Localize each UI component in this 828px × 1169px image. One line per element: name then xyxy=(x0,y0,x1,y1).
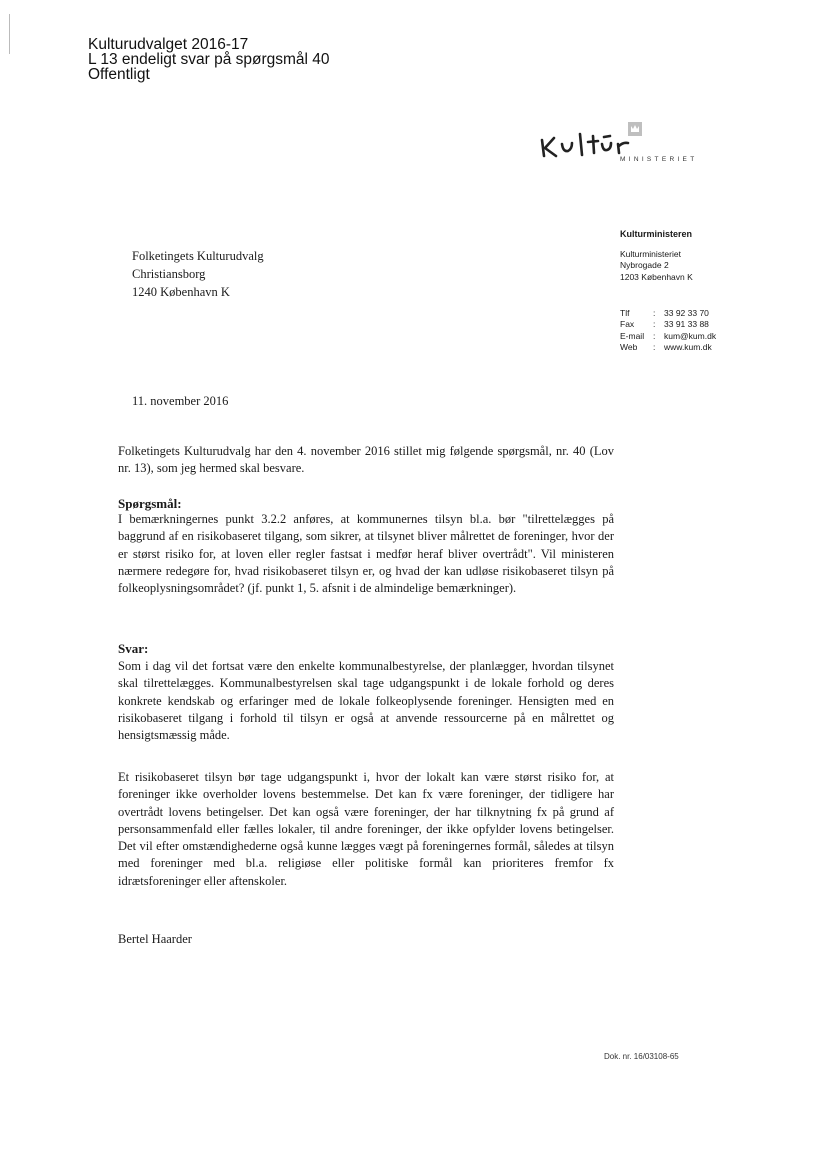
contact-separator: : xyxy=(653,308,656,318)
stamp-reference: L 13 endeligt svar på spørgsmål 40 xyxy=(88,51,330,68)
contact-separator: : xyxy=(653,341,656,352)
document-number: Dok. nr. 16/03108-65 xyxy=(604,1052,679,1061)
scan-edge-line xyxy=(9,14,10,54)
contact-value: 33 92 33 70 xyxy=(664,308,709,318)
question-text: I bemærkningernes punkt 3.2.2 anføres, at kommunernes tilsyn bl.a. bør "tilrettelægges på baggrund af en risikobaseret tilgang, som sikrer, at tilsynet bliver målrettet de foreninger, hvor der er størst risiko for, at loven eller regler fastsat i medfør heraf bliver overtrådt". Vil ministeren nærmere redegøre for, hvad risikobaseret tilsyn er, og hvad der kan udløse risikobaseret tilsyn på folkeoplysningsområdet? (jf. punkt 1, 5. afsnit i de almindelige bemærkninger). xyxy=(118,512,614,596)
recipient-name: Folketingets Kulturudvalg xyxy=(132,249,264,263)
answer-paragraph-1: Som i dag vil det fortsat være den enkelte kommunalbestyrelse, der planlægger, hvordan tilsynet skal tilrettelægges. Kommunalbestyrelsen skal tage udgangspunkt i de lokale forhold og deres konkrete kendskab og erfaringer med de lokale folkeoplysende foreninger. Hensigten med en risikobaseret tilgang i forhold til tilsyn er også at anvende ressourcerne på en målrettet og hensigtsmæssig måde. xyxy=(118,659,614,743)
header-stamp xyxy=(88,37,330,82)
answer-heading: Svar: xyxy=(118,641,149,656)
contact-separator: : xyxy=(653,319,656,330)
contact-label: Fax xyxy=(620,319,635,330)
letter-date: 11. november 2016 xyxy=(132,394,229,408)
question-heading: Spørgsmål: xyxy=(118,496,182,511)
intro-paragraph: Folketingets Kulturudvalg har den 4. november 2016 stillet mig følgende spørgsmål, nr. 40 (Lov nr. 13), som jeg hermed skal besvare. xyxy=(118,444,614,476)
contact-label: Tlf xyxy=(620,308,630,318)
stamp-status: Offentligt xyxy=(88,66,150,83)
contact-row-email xyxy=(620,331,716,342)
recipient-city: 1240 København K xyxy=(132,285,230,299)
contact-label: Web xyxy=(620,341,638,352)
contact-list xyxy=(620,308,716,353)
answer-paragraph-2: Et risikobaseret tilsyn bør tage udgangspunkt i, hvor der lokalt kan være størst risiko for, at foreninger ikke overholder lovens bestemmelse. Det kan fx være foreninger, der tidligere har overtrådt lovens betingelser. Det kan også være foreninger, der har tilknytning fx på grund af personsammenfald eller fælles lokaler, til andre foreninger, der ikke opfylder lovens betingelser. Det vil efter omstændighederne også kunne lægges vægt på foreningernes formål, således at tilsyn med foreninger med bl.a. religiøse eller politiske formål kan prioriteres fremfor fx idrætsforeninger eller aftenskoler. xyxy=(118,770,614,888)
contact-separator: : xyxy=(653,330,656,341)
contact-value: www.kum.dk xyxy=(664,341,712,352)
contact-label: E-mail xyxy=(620,330,645,341)
sender-city: 1203 København K xyxy=(620,271,693,282)
recipient-address xyxy=(132,247,264,301)
ministry-logo xyxy=(540,120,740,176)
sender-block xyxy=(620,229,693,283)
sender-org: Kulturministeriet xyxy=(620,248,681,259)
sender-street: Nybrogade 2 xyxy=(620,260,669,270)
contact-value: 33 91 33 88 xyxy=(664,319,709,330)
contact-value: kum@kum.dk xyxy=(664,330,717,341)
signature: Bertel Haarder xyxy=(118,932,192,946)
contact-row-fax xyxy=(620,319,716,330)
sender-heading: Kulturministeren xyxy=(620,229,693,239)
crown-icon xyxy=(628,122,642,136)
stamp-committee: Kulturudvalget 2016-17 xyxy=(88,36,249,53)
logo-subtitle: MINISTERIET xyxy=(620,156,698,163)
recipient-building: Christiansborg xyxy=(132,267,206,281)
contact-row-web xyxy=(620,342,716,353)
contact-row-phone xyxy=(620,308,716,319)
